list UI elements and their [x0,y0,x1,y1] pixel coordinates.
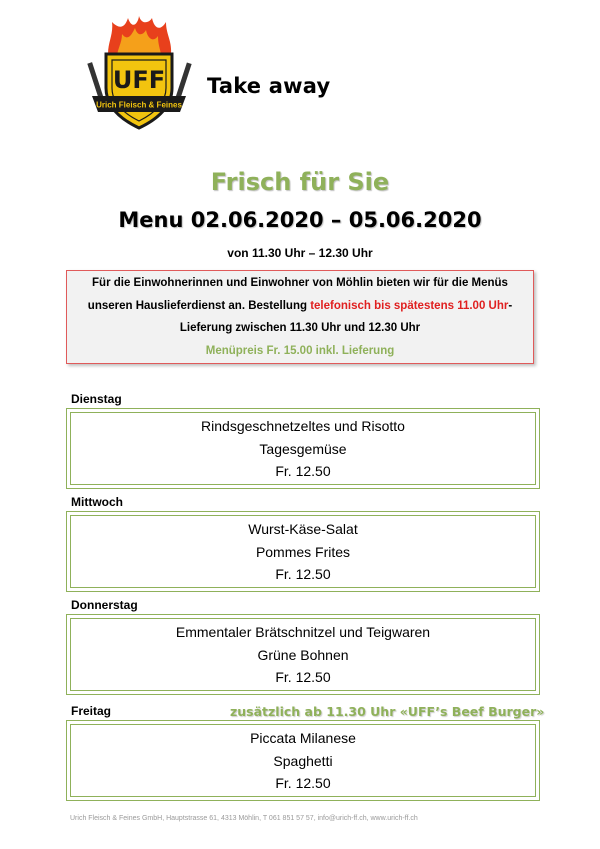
dish-item: Spaghetti [273,752,333,769]
logo-text: UFF [112,66,166,94]
menu-title: Menu 02.06.2020 – 05.06.2020 [118,208,482,232]
takeaway-title: Take away [207,74,331,98]
day-label-mittwoch: Mittwoch [71,495,123,509]
dish-item: Tagesgemüse [259,440,347,457]
day-label-freitag: Freitag [71,704,112,718]
dish-item: Rindsgeschnetzeltes und Risotto [201,418,405,434]
burger-note: zusätzlich ab 11.30 Uhr «UFF’s Beef Burger» [230,704,545,719]
dish-item: Pommes Frites [255,543,351,560]
dish-price: Fr. 12.50 [275,775,331,791]
dish-price: Fr. 12.50 [275,669,331,685]
phone-deadline: telefonisch bis spätestens 11.00 Uhr [310,299,509,312]
delivery-notice [66,270,534,364]
headline: Frisch für Sie [210,168,390,196]
notice-line-1: Für die Einwohnerinnen und Einwohner von Möhlin bieten wir für die Menüs [92,277,508,289]
menu-price: Menüpreis Fr. 15.00 inkl. Lieferung [205,344,395,357]
dish-item: Wurst-Käse-Salat [248,521,358,537]
dish-box-donnerstag [66,614,540,695]
notice-line-2: unseren Hauslieferdienst an. Bestellung telefonisch bis spätestens 11.00 Uhr- [87,299,513,312]
dish-box-freitag [66,720,540,801]
dish-box-mittwoch [66,511,540,592]
dish-price: Fr. 12.50 [275,463,331,479]
dish-item: Emmentaler Brätschnitzel und Teigwaren [175,624,431,640]
dish-item: Piccata Milanese [250,730,356,746]
dish-item: Grüne Bohnen [257,646,349,663]
uff-logo [80,16,198,134]
notice-line-3: Lieferung zwischen 11.30 Uhr und 12.30 Uhr [179,322,421,334]
logo-banner-text: Urich Fleisch & Feines [96,100,182,110]
footer-address: Urich Fleisch & Feines GmbH, Hauptstrasse 61, 4313 Möhlin, T 061 851 57 57, info@urich-ff.ch, www.urich-ff.ch [70,815,418,822]
dish-box-dienstag [66,408,540,489]
day-label-dienstag: Dienstag [71,392,122,406]
day-label-donnerstag: Donnerstag [71,598,138,612]
service-time: von 11.30 Uhr – 12.30 Uhr [227,246,373,260]
dish-price: Fr. 12.50 [275,566,331,582]
